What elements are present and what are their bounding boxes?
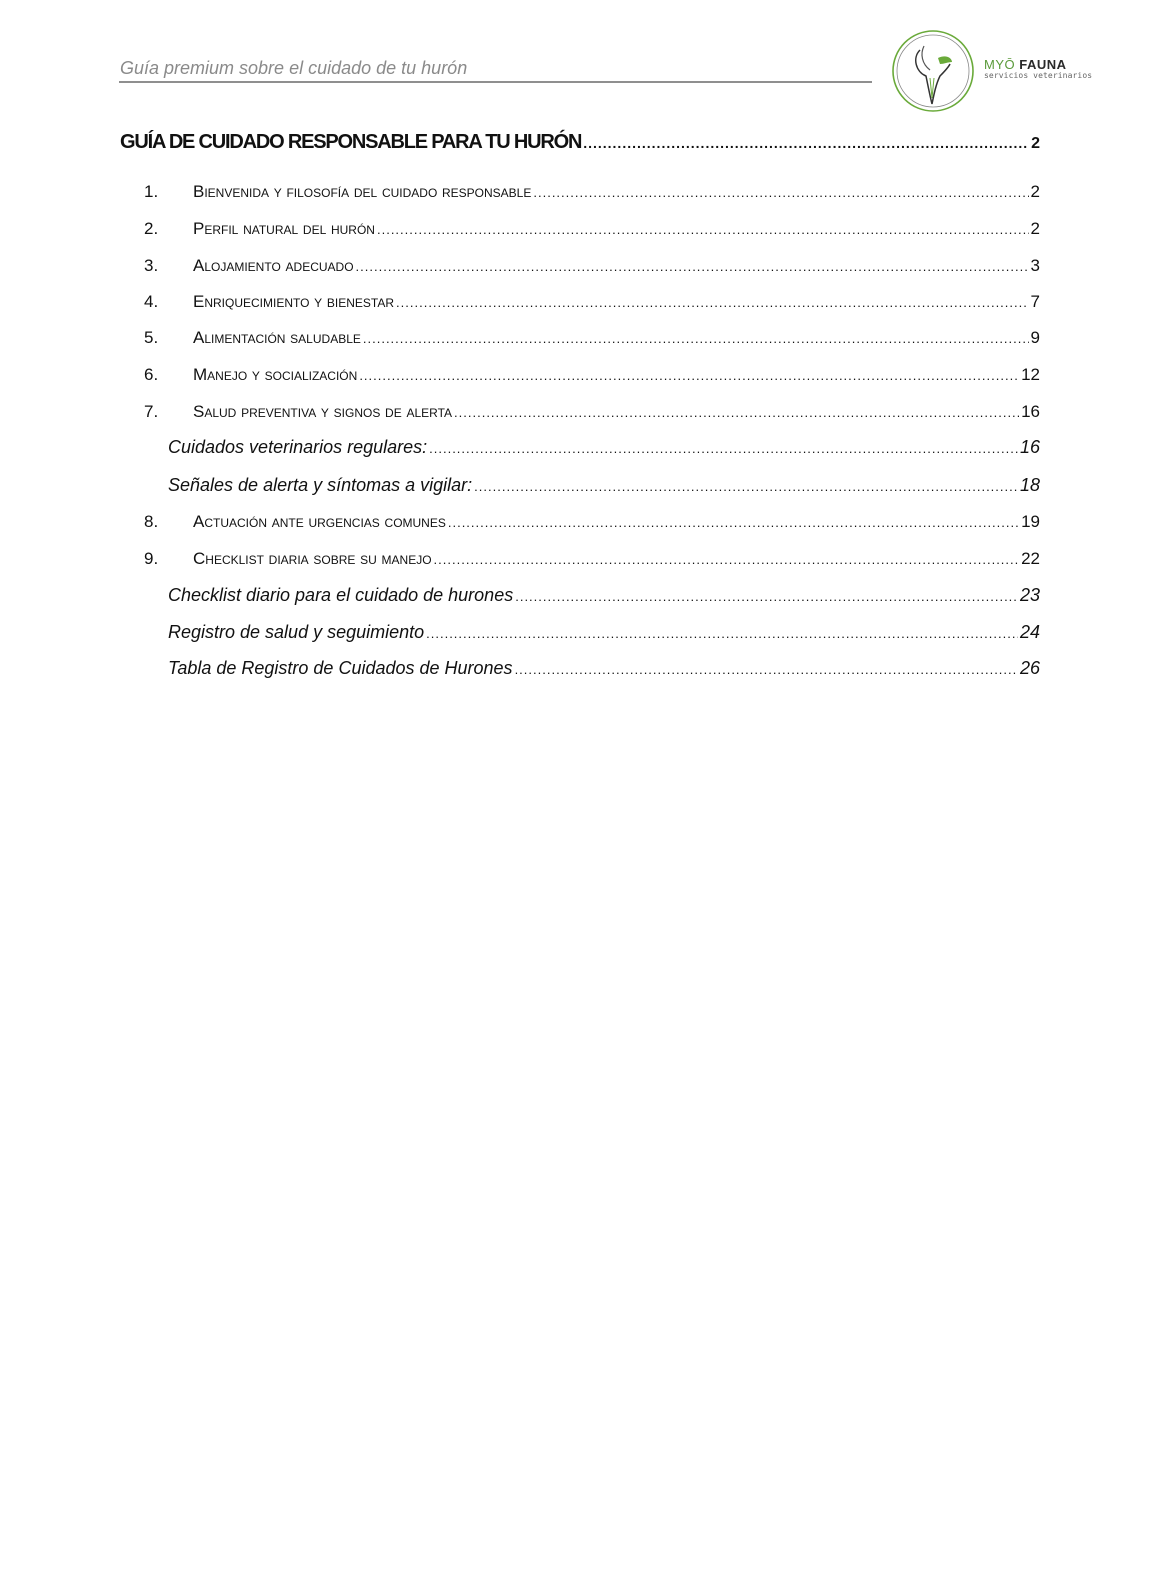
toc-entry-title: Manejo y socialización <box>193 365 358 384</box>
toc-entry-number: 6. <box>144 365 159 384</box>
toc-page-number: 23 <box>1019 585 1040 605</box>
toc-subentry[interactable] <box>168 658 1040 679</box>
toc-entry[interactable] <box>144 182 1040 202</box>
toc-page-number: 19 <box>1021 512 1040 531</box>
toc-entry-number: 3. <box>144 256 159 275</box>
toc-subentry[interactable] <box>168 585 1040 606</box>
toc-page-number: 2 <box>1030 182 1040 201</box>
toc-page-number: 3 <box>1030 256 1040 275</box>
brand-wordmark <box>984 58 1092 80</box>
toc-subentry-title: Señales de alerta y síntomas a vigilar: <box>168 475 473 495</box>
toc-leader <box>583 135 1029 151</box>
toc-entry[interactable] <box>144 512 1040 532</box>
toc-leader <box>474 479 1018 494</box>
toc-entry-title: Actuación ante urgencias comunes <box>193 512 446 531</box>
toc-entry-title: Checklist diaria sobre su manejo <box>193 549 432 568</box>
toc-entry-title: Alojamiento adecuado <box>193 256 354 275</box>
toc-page-number: 24 <box>1019 622 1040 642</box>
toc-entry-number: 5. <box>144 328 159 347</box>
header-rule <box>119 81 872 83</box>
toc-leader <box>515 589 1018 604</box>
toc-main-entry[interactable] <box>120 131 1040 154</box>
toc-subentry[interactable] <box>168 475 1040 496</box>
toc-page-number: 12 <box>1021 365 1040 384</box>
toc-leader <box>356 259 1029 274</box>
toc-leader <box>448 515 1019 530</box>
toc-entry-title: Alimentación saludable <box>193 328 361 347</box>
toc-leader <box>377 222 1029 237</box>
toc-entry[interactable] <box>144 256 1040 276</box>
toc-leader <box>429 441 1018 456</box>
toc-entry-title: Bienvenida y filosofía del cuidado responsable <box>193 182 532 201</box>
brand-fauna-text: FAUNA <box>1019 57 1067 72</box>
toc-entry-number: 7. <box>144 402 159 421</box>
toc-entry-title: Salud preventiva y signos de alerta <box>193 402 453 421</box>
toc-entry-title: Enriquecimiento y bienestar <box>193 292 395 311</box>
toc-entry[interactable] <box>144 402 1040 422</box>
toc-leader <box>454 405 1019 420</box>
toc-page-number: 16 <box>1021 402 1040 421</box>
toc-page-number: 2 <box>1030 219 1040 238</box>
toc-leader <box>359 368 1019 383</box>
toc-leader <box>434 552 1020 567</box>
toc-page-number: 22 <box>1021 549 1040 568</box>
toc-subentry-title: Tabla de Registro de Cuidados de Hurones <box>168 658 513 678</box>
toc-entry-number: 8. <box>144 512 159 531</box>
toc-subentry[interactable] <box>168 437 1040 458</box>
toc-entry[interactable] <box>144 365 1040 385</box>
toc-page-number: 18 <box>1019 475 1040 495</box>
toc-entry-number: 9. <box>144 549 159 568</box>
toc-subentry-title: Checklist diario para el cuidado de hurones <box>168 585 514 605</box>
toc-entry[interactable] <box>144 328 1040 348</box>
toc-leader <box>426 626 1018 641</box>
toc-subentry-title: Cuidados veterinarios regulares: <box>168 437 428 457</box>
toc-entry-number: 2. <box>144 219 159 238</box>
toc-leader <box>533 185 1028 200</box>
toc-leader <box>396 295 1029 310</box>
toc-main-title: GUÍA DE CUIDADO RESPONSABLE PARA TU HURÓN <box>120 131 582 153</box>
toc-leader <box>515 662 1018 677</box>
toc-subentry-title: Registro de salud y seguimiento <box>168 622 425 642</box>
toc-page-number: 26 <box>1019 658 1040 678</box>
toc-entry[interactable] <box>144 292 1040 312</box>
toc-page-number: 2 <box>1031 135 1040 152</box>
toc-entry-number: 1. <box>144 182 159 201</box>
toc-entry-number: 4. <box>144 292 159 311</box>
brand-subtitle: servicios veterinarios <box>984 71 1093 80</box>
toc-entry[interactable] <box>144 219 1040 239</box>
toc-leader <box>363 331 1029 346</box>
toc-page-number: 16 <box>1019 437 1040 457</box>
brand-myo-text: MYŌ <box>984 57 1016 72</box>
toc-subentry[interactable] <box>168 622 1040 643</box>
running-header-title: Guía premium sobre el cuidado de tu hurón <box>120 58 468 78</box>
toc-entry-title: Perfil natural del hurón <box>193 219 375 238</box>
toc-page-number: 9 <box>1030 328 1040 347</box>
toc-entry[interactable] <box>144 549 1040 569</box>
myo-fauna-logo-icon <box>890 28 976 114</box>
toc-page-number: 7 <box>1030 292 1040 311</box>
